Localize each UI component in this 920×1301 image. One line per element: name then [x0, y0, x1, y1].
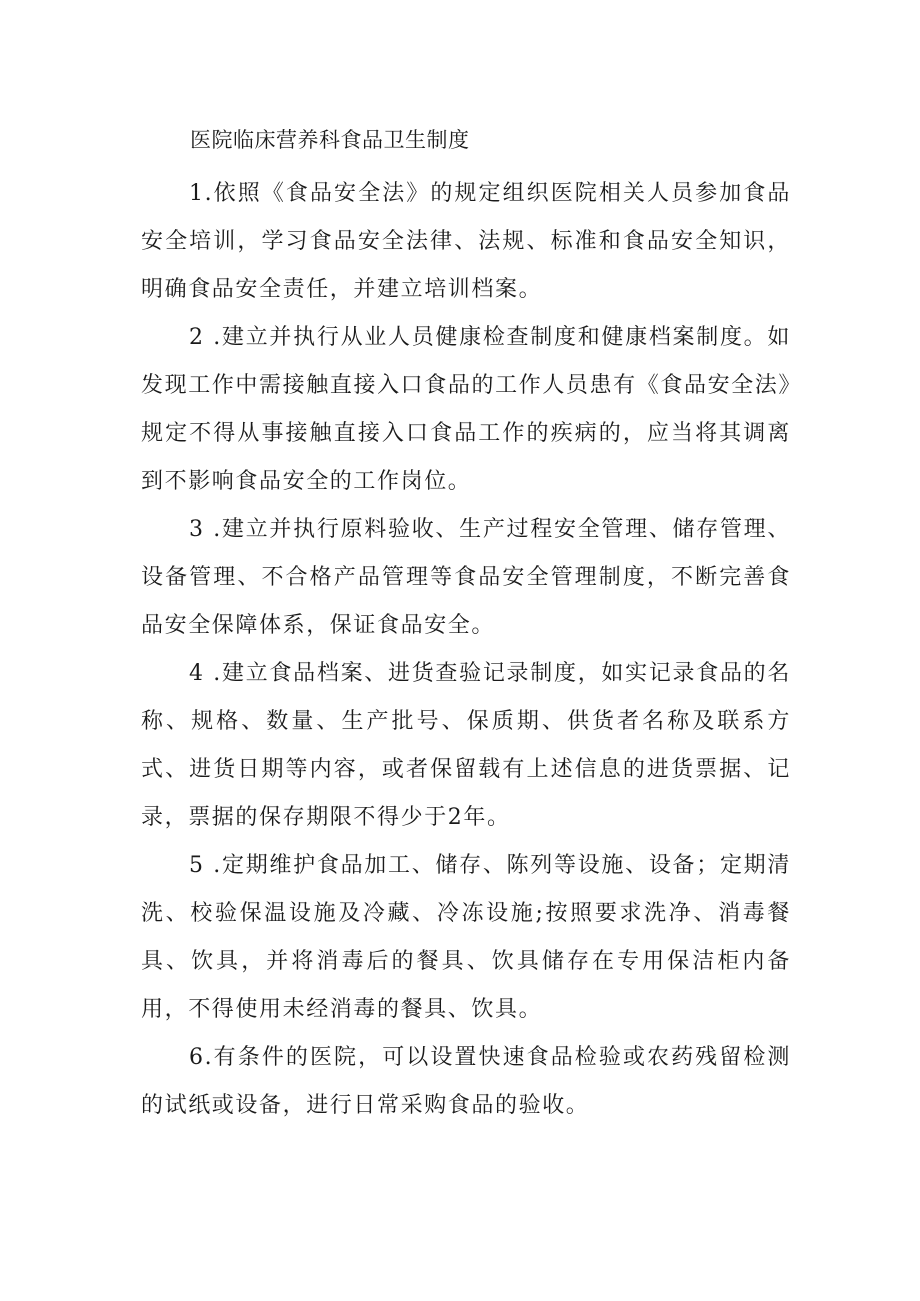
paragraph-6: 6.有条件的医院，可以设置快速食品检验或农药残留检测的试纸或设备，进行日常采购食品的验收。 [141, 1045, 791, 1118]
paragraph-5: 5 .定期维护食品加工、储存、陈列等设施、设备；定期清洗、校验保温设施及冷藏、冷冻设施;按照要求洗净、消毒餐具、饮具，并将消毒后的餐具、饮具储存在专用保洁柜内备用，不得使用未经消毒的餐具、饮具。 [141, 853, 791, 1022]
paragraph-3: 3 .建立并执行原料验收、生产过程安全管理、储存管理、设备管理、不合格产品管理等食品安全管理制度，不断完善食品安全保障体系，保证食品安全。 [141, 517, 791, 638]
paragraph-1: 1.依照《食品安全法》的规定组织医院相关人员参加食品安全培训，学习食品安全法律、法规、标准和食品安全知识，明确食品安全责任，并建立培训档案。 [141, 181, 791, 302]
document-title: 医院临床营养科食品卫生制度 [190, 128, 470, 152]
paragraph-4: 4 .建立食品档案、进货查验记录制度，如实记录食品的名称、规格、数量、生产批号、保质期、供货者名称及联系方式、进货日期等内容，或者保留载有上述信息的进货票据、记录，票据的保存期限不得少于2年。 [141, 661, 791, 830]
paragraph-2: 2 .建立并执行从业人员健康检查制度和健康档案制度。如发现工作中需接触直接入口食品的工作人员患有《食品安全法》规定不得从事接触直接入口食品工作的疾病的，应当将其调离到不影响食品安全的工作岗位。 [141, 325, 791, 494]
